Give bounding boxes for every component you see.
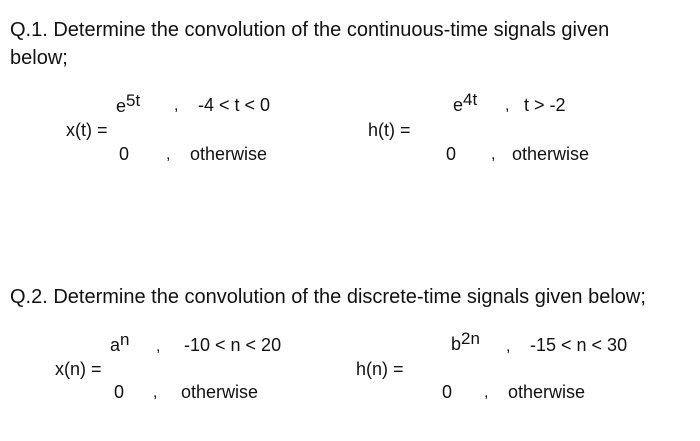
- q1-x-case2-comma: ,: [166, 146, 171, 163]
- q2-h-case1-comma: ,: [506, 338, 511, 355]
- q1-x-case2-condition: otherwise: [190, 144, 268, 164]
- q2-x-lhs: x(n) =: [55, 359, 102, 379]
- q2-prompt: Q.2. Determine the convolution of the discrete-time signals given below;: [10, 286, 646, 308]
- q1-h-case2-condition: otherwise: [512, 144, 590, 164]
- q1-x-case1-expr: $e^{5t}$: [116, 91, 141, 116]
- q2-h-case1-expr: $b^{2n}$: [451, 329, 480, 354]
- q1-prompt-line2: below;: [10, 47, 68, 69]
- q2-h-case2-value: 0: [442, 382, 453, 402]
- q1-h-case2-comma: ,: [491, 146, 496, 163]
- q1-x-case2-value: 0: [119, 144, 130, 164]
- q2-x-case1-comma: ,: [156, 338, 161, 355]
- q1-x-lhs: x(t) =: [66, 120, 108, 140]
- q1-h-case2-value: 0: [446, 144, 457, 164]
- q1-h-lhs: h(t) =: [368, 120, 411, 140]
- q1-h-case1-expr: $e^{4t}$: [453, 90, 478, 115]
- q2-h-case2-condition: otherwise: [508, 382, 586, 402]
- q1-x-case1-condition: -4 < t < 0: [198, 95, 271, 115]
- q2-h-case2-comma: ,: [484, 384, 489, 401]
- q2-x-case1-expr: $a^n$: [110, 330, 130, 355]
- q2-x-case2-value: 0: [114, 382, 125, 402]
- q2-h-lhs: h(n) =: [356, 359, 404, 379]
- q2-x-case2-condition: otherwise: [181, 382, 259, 402]
- q1-x-case1-comma: ,: [174, 97, 179, 114]
- q2-x-case1-condition: -10 < n < 20: [184, 335, 282, 355]
- q2-h-case1-condition: -15 < n < 30: [530, 335, 628, 355]
- q1-h-case1-condition: t > -2: [524, 95, 566, 115]
- q1-prompt-line1: Q.1. Determine the convolution of the continuous-time signals given: [10, 19, 610, 41]
- q2-x-case2-comma: ,: [153, 384, 158, 401]
- q1-h-case1-comma: ,: [505, 97, 510, 114]
